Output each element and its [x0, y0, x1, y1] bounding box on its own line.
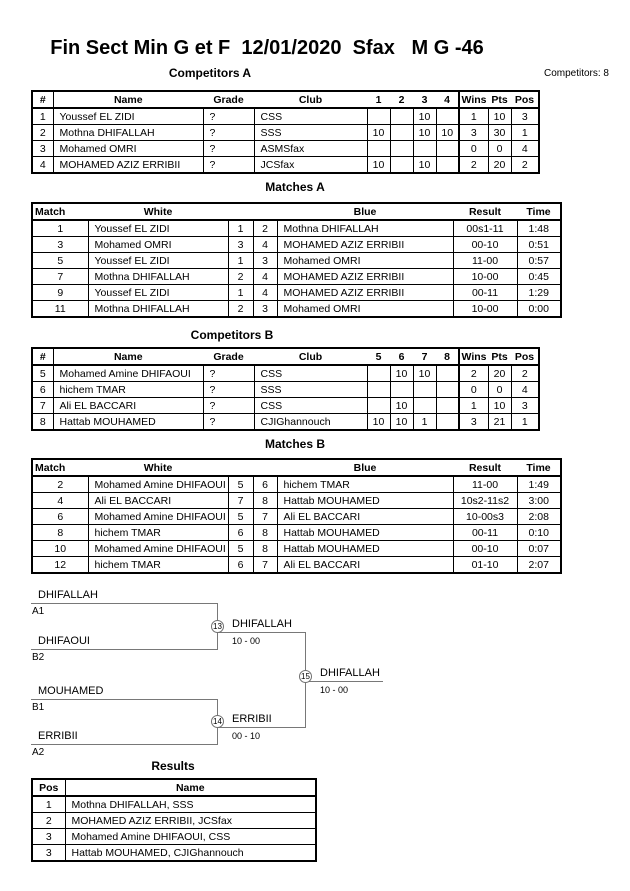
bracket-winner-name: ERRIBII: [232, 713, 272, 725]
match-number-cell: 10: [32, 541, 88, 557]
white-name-cell: Ali EL BACCARI: [88, 493, 228, 509]
bracket-entry-name: ERRIBII: [38, 730, 78, 742]
header-number: #: [32, 348, 53, 365]
bracket-entry-seed: B2: [32, 652, 45, 663]
pts-cell: 0: [488, 382, 511, 398]
number-cell: 7: [32, 398, 53, 414]
blue-number-cell: 3: [253, 301, 277, 318]
results-heading: Results: [151, 759, 195, 773]
white-number-cell: 6: [228, 525, 253, 541]
blue-number-cell: 8: [253, 525, 277, 541]
time-cell: 0:45: [517, 269, 561, 285]
blue-number-cell: 8: [253, 541, 277, 557]
table-row: [32, 845, 316, 862]
club-cell: JCSfax: [254, 157, 367, 174]
competitors-a-heading: Competitors A: [168, 66, 252, 80]
time-cell: 0:51: [517, 237, 561, 253]
white-number-cell: 5: [228, 476, 253, 493]
header-match: Match: [32, 459, 88, 476]
white-name-cell: Youssef EL ZIDI: [88, 220, 228, 237]
pos-cell: 4: [511, 382, 539, 398]
pos-cell: 2: [511, 157, 539, 174]
white-name-cell: Mohamed Amine DHIFAOUI: [88, 541, 228, 557]
white-number-cell: 7: [228, 493, 253, 509]
header-white: White: [88, 459, 228, 476]
match-number-cell: 3: [32, 237, 88, 253]
time-cell: 2:08: [517, 509, 561, 525]
header-result: Result: [453, 459, 517, 476]
name-cell: Mothna DHIFALLAH: [53, 125, 203, 141]
name-cell: Youssef EL ZIDI: [53, 108, 203, 125]
round-4-cell: 10: [436, 125, 459, 141]
bracket-entry-name: DHIFALLAH: [38, 589, 98, 601]
round-5-cell: 10: [367, 414, 390, 431]
header-round-1: 1: [367, 91, 390, 108]
round-1-cell: 10: [367, 125, 390, 141]
header-club: Club: [254, 348, 367, 365]
result-cell: 00s1-11: [453, 220, 517, 237]
blue-number-cell: 3: [253, 253, 277, 269]
bracket-line: [218, 727, 306, 728]
grade-cell: ?: [203, 398, 254, 414]
match-number-badge: 14: [211, 715, 224, 728]
header-name: Name: [53, 91, 203, 108]
pos-cell: 2: [32, 813, 65, 829]
header-wins: Wins: [459, 348, 488, 365]
blue-name-cell: Ali EL BACCARI: [277, 557, 453, 574]
bracket-winner-name: DHIFALLAH: [232, 618, 292, 630]
bracket-line: [218, 632, 306, 633]
result-cell: 00-11: [453, 285, 517, 301]
number-cell: 8: [32, 414, 53, 431]
header-pos: Pos: [32, 779, 65, 796]
pts-cell: 20: [488, 157, 511, 174]
white-name-cell: Mohamed Amine DHIFAOUI: [88, 509, 228, 525]
match-number-cell: 8: [32, 525, 88, 541]
header-club: Club: [254, 91, 367, 108]
round-6-cell: 10: [390, 365, 413, 382]
pos-cell: 3: [32, 845, 65, 862]
white-number-cell: 5: [228, 541, 253, 557]
white-name-cell: Youssef EL ZIDI: [88, 253, 228, 269]
blue-name-cell: Ali EL BACCARI: [277, 509, 453, 525]
blue-name-cell: Hattab MOUHAMED: [277, 493, 453, 509]
result-cell: 00-10: [453, 541, 517, 557]
pts-cell: 10: [488, 398, 511, 414]
blue-number-cell: 8: [253, 493, 277, 509]
pos-cell: 4: [511, 141, 539, 157]
wins-cell: 2: [459, 365, 488, 382]
blue-number-cell: 4: [253, 285, 277, 301]
name-cell: MOHAMED AZIZ ERRIBII: [53, 157, 203, 174]
grade-cell: ?: [203, 125, 254, 141]
pts-cell: 10: [488, 108, 511, 125]
pos-cell: 3: [511, 108, 539, 125]
name-cell: Mohamed Amine DHIFAOUI, CSS: [65, 829, 316, 845]
bracket-entry-seed: A2: [32, 747, 45, 758]
pts-cell: 21: [488, 414, 511, 431]
match-number-cell: 7: [32, 269, 88, 285]
table-header-row: [32, 779, 316, 796]
header-result: Result: [453, 203, 517, 220]
club-cell: SSS: [254, 125, 367, 141]
result-cell: 10s2-11s2: [453, 493, 517, 509]
white-number-cell: 3: [228, 237, 253, 253]
grade-cell: ?: [203, 157, 254, 174]
club-cell: CSS: [254, 365, 367, 382]
wins-cell: 0: [459, 382, 488, 398]
header-name: Name: [53, 348, 203, 365]
club-cell: CSS: [254, 398, 367, 414]
result-cell: 11-00: [453, 253, 517, 269]
wins-cell: 2: [459, 157, 488, 174]
bracket-line: [31, 603, 218, 604]
table-row: [32, 813, 316, 829]
header-name: Name: [65, 779, 316, 796]
white-name-cell: Mohamed Amine DHIFAOUI: [88, 476, 228, 493]
header-number: #: [32, 91, 53, 108]
header-wins: Wins: [459, 91, 488, 108]
matches-a-heading: Matches A: [265, 180, 325, 194]
match-number-badge: 15: [299, 670, 312, 683]
bracket-entry-name: DHIFAOUI: [38, 635, 90, 647]
blue-number-cell: 7: [253, 509, 277, 525]
header-round-6: 6: [390, 348, 413, 365]
blue-number-cell: 7: [253, 557, 277, 574]
pos-cell: 1: [32, 796, 65, 813]
bracket-score: 00 - 10: [232, 731, 261, 741]
number-cell: 1: [32, 108, 53, 125]
bracket-score: 10 - 00: [320, 685, 349, 695]
blue-number-cell: 4: [253, 269, 277, 285]
header-grade: Grade: [203, 348, 254, 365]
header-pos: Pos: [511, 348, 539, 365]
round-7-cell: 1: [413, 414, 436, 431]
name-cell: Mohamed OMRI: [53, 141, 203, 157]
header-round-5: 5: [367, 348, 390, 365]
header-round-2: 2: [390, 91, 413, 108]
match-number-cell: 2: [32, 476, 88, 493]
pts-cell: 0: [488, 141, 511, 157]
blue-name-cell: MOHAMED AZIZ ERRIBII: [277, 285, 453, 301]
round-3-cell: 10: [413, 108, 436, 125]
grade-cell: ?: [203, 141, 254, 157]
header-grade: Grade: [203, 91, 254, 108]
match-number-cell: 11: [32, 301, 88, 318]
pos-cell: 3: [511, 398, 539, 414]
bracket-score: 10 - 00: [232, 636, 261, 646]
header-time: Time: [517, 459, 561, 476]
bracket-entry-seed: A1: [32, 606, 45, 617]
header-blue: Blue: [277, 459, 453, 476]
white-name-cell: hichem TMAR: [88, 557, 228, 574]
bracket-line: [31, 699, 218, 700]
match-number-cell: 12: [32, 557, 88, 574]
result-cell: 00-10: [453, 237, 517, 253]
pts-cell: 30: [488, 125, 511, 141]
blue-name-cell: hichem TMAR: [277, 476, 453, 493]
results-table: [31, 778, 317, 862]
time-cell: 2:07: [517, 557, 561, 574]
header-match: Match: [32, 203, 88, 220]
pts-cell: 20: [488, 365, 511, 382]
wins-cell: 3: [459, 414, 488, 431]
header-round-7: 7: [413, 348, 436, 365]
header-white: White: [88, 203, 228, 220]
white-number-cell: 1: [228, 220, 253, 237]
time-cell: 3:00: [517, 493, 561, 509]
name-cell: MOHAMED AZIZ ERRIBII, JCSfax: [65, 813, 316, 829]
wins-cell: 1: [459, 398, 488, 414]
blue-name-cell: MOHAMED AZIZ ERRIBII: [277, 269, 453, 285]
bracket-line: [31, 744, 218, 745]
name-cell: hichem TMAR: [53, 382, 203, 398]
blue-name-cell: Mohamed OMRI: [277, 301, 453, 318]
bracket-entry-name: MOUHAMED: [38, 685, 104, 697]
result-cell: 00-11: [453, 525, 517, 541]
time-cell: 1:48: [517, 220, 561, 237]
bracket-winner-name: DHIFALLAH: [320, 667, 380, 679]
result-cell: 10-00s3: [453, 509, 517, 525]
club-cell: CSS: [254, 108, 367, 125]
club-cell: SSS: [254, 382, 367, 398]
round-3-cell: 10: [413, 125, 436, 141]
header-pts: Pts: [488, 91, 511, 108]
competitors-b-heading: Competitors B: [190, 328, 274, 342]
table-row: [32, 829, 316, 845]
result-cell: 10-00: [453, 301, 517, 318]
white-number-cell: 6: [228, 557, 253, 574]
name-cell: Mohamed Amine DHIFAOUI: [53, 365, 203, 382]
bracket-entry-seed: B1: [32, 702, 45, 713]
round-6-cell: 10: [390, 398, 413, 414]
white-number-cell: 1: [228, 253, 253, 269]
time-cell: 0:00: [517, 301, 561, 318]
round-6-cell: 10: [390, 414, 413, 431]
white-number-cell: 2: [228, 269, 253, 285]
white-name-cell: Mohamed OMRI: [88, 237, 228, 253]
page-title: Fin Sect Min G et F 12/01/2020 Sfax M G -46: [50, 37, 484, 59]
blue-name-cell: Hattab MOUHAMED: [277, 541, 453, 557]
round-1-cell: 10: [367, 157, 390, 174]
match-number-cell: 6: [32, 509, 88, 525]
time-cell: 0:07: [517, 541, 561, 557]
number-cell: 3: [32, 141, 53, 157]
match-number-badge: 13: [211, 620, 224, 633]
blue-name-cell: MOHAMED AZIZ ERRIBII: [277, 237, 453, 253]
wins-cell: 3: [459, 125, 488, 141]
blue-name-cell: Hattab MOUHAMED: [277, 525, 453, 541]
wins-cell: 1: [459, 108, 488, 125]
number-cell: 2: [32, 125, 53, 141]
round-7-cell: 10: [413, 365, 436, 382]
match-number-cell: 5: [32, 253, 88, 269]
blue-number-cell: 4: [253, 237, 277, 253]
header-round-8: 8: [436, 348, 459, 365]
time-cell: 0:57: [517, 253, 561, 269]
matches-b-heading: Matches B: [264, 437, 326, 451]
blue-name-cell: Mothna DHIFALLAH: [277, 220, 453, 237]
result-cell: 11-00: [453, 476, 517, 493]
grade-cell: ?: [203, 108, 254, 125]
header-round-4: 4: [436, 91, 459, 108]
blue-name-cell: Mohamed OMRI: [277, 253, 453, 269]
pos-cell: 3: [32, 829, 65, 845]
header-blue: Blue: [277, 203, 453, 220]
white-number-cell: 1: [228, 285, 253, 301]
header-round-3: 3: [413, 91, 436, 108]
pos-cell: 1: [511, 414, 539, 431]
number-cell: 4: [32, 157, 53, 174]
white-number-cell: 5: [228, 509, 253, 525]
pos-cell: 1: [511, 125, 539, 141]
grade-cell: ?: [203, 414, 254, 431]
time-cell: 0:10: [517, 525, 561, 541]
club-cell: CJIGhannouch: [254, 414, 367, 431]
club-cell: ASMSfax: [254, 141, 367, 157]
header-time: Time: [517, 203, 561, 220]
blue-number-cell: 2: [253, 220, 277, 237]
table-row: [32, 796, 316, 813]
header-pos: Pos: [511, 91, 539, 108]
name-cell: Ali EL BACCARI: [53, 398, 203, 414]
name-cell: Hattab MOUHAMED: [53, 414, 203, 431]
white-name-cell: Mothna DHIFALLAH: [88, 301, 228, 318]
blue-number-cell: 6: [253, 476, 277, 493]
grade-cell: ?: [203, 365, 254, 382]
name-cell: Hattab MOUHAMED, CJIGhannouch: [65, 845, 316, 862]
white-name-cell: Mothna DHIFALLAH: [88, 269, 228, 285]
pos-cell: 2: [511, 365, 539, 382]
grade-cell: ?: [203, 382, 254, 398]
wins-cell: 0: [459, 141, 488, 157]
white-name-cell: hichem TMAR: [88, 525, 228, 541]
name-cell: Mothna DHIFALLAH, SSS: [65, 796, 316, 813]
number-cell: 6: [32, 382, 53, 398]
time-cell: 1:49: [517, 476, 561, 493]
match-number-cell: 1: [32, 220, 88, 237]
competitors-count: Competitors: 8: [543, 68, 609, 79]
bracket-line: [306, 681, 383, 682]
white-number-cell: 2: [228, 301, 253, 318]
match-number-cell: 4: [32, 493, 88, 509]
result-cell: 01-10: [453, 557, 517, 574]
round-3-cell: 10: [413, 157, 436, 174]
header-pts: Pts: [488, 348, 511, 365]
match-number-cell: 9: [32, 285, 88, 301]
white-name-cell: Youssef EL ZIDI: [88, 285, 228, 301]
time-cell: 1:29: [517, 285, 561, 301]
result-cell: 10-00: [453, 269, 517, 285]
number-cell: 5: [32, 365, 53, 382]
bracket-line: [31, 649, 218, 650]
